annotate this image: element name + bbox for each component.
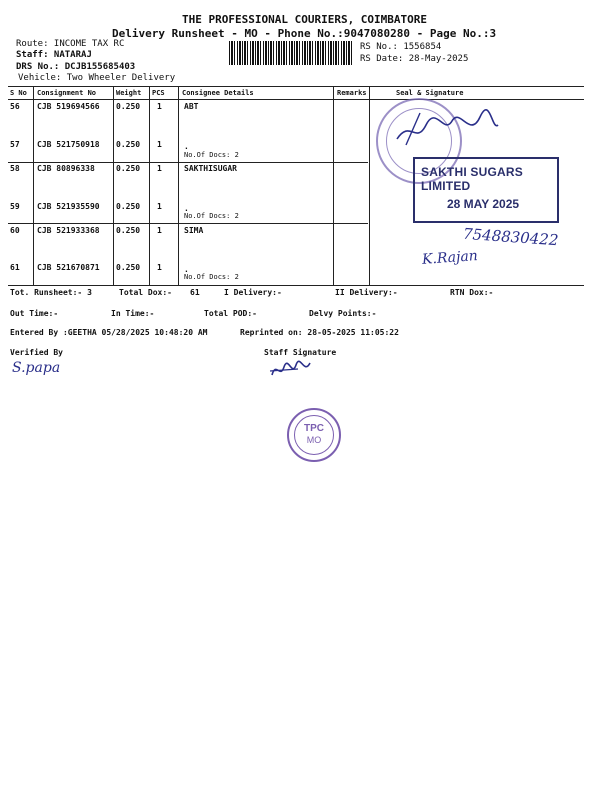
col-divider-remarks [369, 86, 370, 285]
reprinted-on: Reprinted on: 28-05-2025 11:05:22 [240, 328, 399, 337]
delivery-points: Delvy Points:- [309, 309, 377, 318]
route-label: Route: INCOME TAX RC [16, 39, 125, 49]
verified-by-label: Verified By [10, 348, 63, 357]
row-details: . [184, 204, 189, 213]
row-sno: 57 [10, 140, 20, 149]
col-header-remarks: Remarks [337, 89, 367, 97]
row-pcs: 1 [157, 140, 162, 149]
row-weight: 0.250 [116, 202, 141, 211]
rs-number: RS No.: 1556854 [360, 42, 442, 52]
row-pcs: 1 [157, 164, 162, 173]
entered-by: Entered By :GEETHA 05/28/2025 10:48:20 AM [10, 328, 208, 337]
row-docs: No.Of Docs: 2 [184, 212, 239, 220]
table-bottom-rule [8, 285, 584, 286]
row-sno: 58 [10, 164, 20, 173]
rtn-dox: RTN Dox:- [450, 288, 494, 297]
row-weight: 0.250 [116, 102, 141, 111]
row-pcs: 1 [157, 202, 162, 211]
vehicle-label: Vehicle: Two Wheeler Delivery [18, 73, 176, 83]
group-rule-2 [8, 223, 368, 224]
row-weight: 0.250 [116, 140, 141, 149]
row-docs: No.Of Docs: 2 [184, 151, 239, 159]
row-sno: 61 [10, 263, 20, 272]
row-details: . [184, 142, 189, 151]
group-rule-1 [8, 162, 368, 163]
col-header-consignment: Consignment No [37, 89, 97, 97]
col-header-sno: S No [10, 89, 27, 97]
total-runsheet: Tot. Runsheet:- 3 [10, 288, 92, 297]
row-details: . [184, 265, 189, 274]
row-docs: No.Of Docs: 2 [184, 273, 239, 281]
handwritten-receiver: K.Rajan [421, 248, 479, 268]
col-divider-pcs [178, 86, 179, 285]
row-weight: 0.250 [116, 226, 141, 235]
delivery-signature-mark [392, 105, 502, 155]
total-dox-label: Total Dox:- [119, 288, 172, 297]
drs-number: DRS No.: DCJB155685403 [16, 62, 136, 72]
table-top-rule [8, 86, 584, 87]
tpc-seal-subtext: MO [306, 435, 322, 445]
company-title: THE PROFESSIONAL COURIERS, COIMBATORE [182, 13, 428, 26]
row-pcs: 1 [157, 226, 162, 235]
row-weight: 0.250 [116, 263, 141, 272]
row-sno: 59 [10, 202, 20, 211]
runsheet-title: Delivery Runsheet - MO - Phone No.:9047080280 - Page No.:3 [112, 27, 497, 40]
rs-date: RS Date: 28-May-2025 [360, 54, 469, 64]
row-consignment: CJB 521670871 [37, 263, 100, 272]
row-details: ABT [184, 102, 199, 111]
barcode [229, 41, 353, 65]
staff-signature-label: Staff Signature [264, 348, 337, 357]
row-weight: 0.250 [116, 164, 141, 173]
col-divider-consignment [113, 86, 114, 285]
col-header-details: Consignee Details [182, 89, 254, 97]
col-divider-details [333, 86, 334, 285]
col-divider-sno [33, 86, 34, 285]
row-consignment: CJB 521933368 [37, 226, 100, 235]
total-dox-value: 61 [190, 288, 200, 297]
table-header-rule [8, 99, 584, 100]
row-details: SIMA [184, 226, 204, 235]
company-stamp-date: 28 MAY 2025 [447, 197, 520, 211]
row-consignment: CJB 521750918 [37, 140, 100, 149]
in-time: In Time:- [111, 309, 155, 318]
row-consignment: CJB 519694566 [37, 102, 100, 111]
row-pcs: 1 [157, 263, 162, 272]
total-pod: Total POD:- [204, 309, 257, 318]
staff-label: Staff: NATARAJ [16, 50, 92, 60]
col-header-seal: Seal & Signature [396, 89, 464, 97]
tpc-seal [287, 408, 341, 462]
verifier-signature: S.papa [12, 360, 61, 376]
row-pcs: 1 [157, 102, 162, 111]
tpc-seal-text: TPC [304, 423, 324, 434]
row-consignment: CJB 521935590 [37, 202, 100, 211]
col-divider-weight [149, 86, 150, 285]
row-consignment: CJB 80896338 [37, 164, 95, 173]
row-sno: 56 [10, 102, 20, 111]
row-sno: 60 [10, 226, 20, 235]
company-stamp [413, 157, 559, 223]
staff-signature-mark [268, 357, 314, 381]
ii-delivery: II Delivery:- [335, 288, 398, 297]
company-stamp-name: SAKTHI SUGARS LIMITED [421, 165, 523, 193]
col-header-pcs: PCS [152, 89, 165, 97]
handwritten-phone: 7548830422 [462, 224, 559, 250]
out-time: Out Time:- [10, 309, 59, 318]
col-header-weight: Weight [116, 89, 142, 97]
i-delivery: I Delivery:- [224, 288, 282, 297]
row-details: SAKTHISUGAR [184, 164, 237, 173]
